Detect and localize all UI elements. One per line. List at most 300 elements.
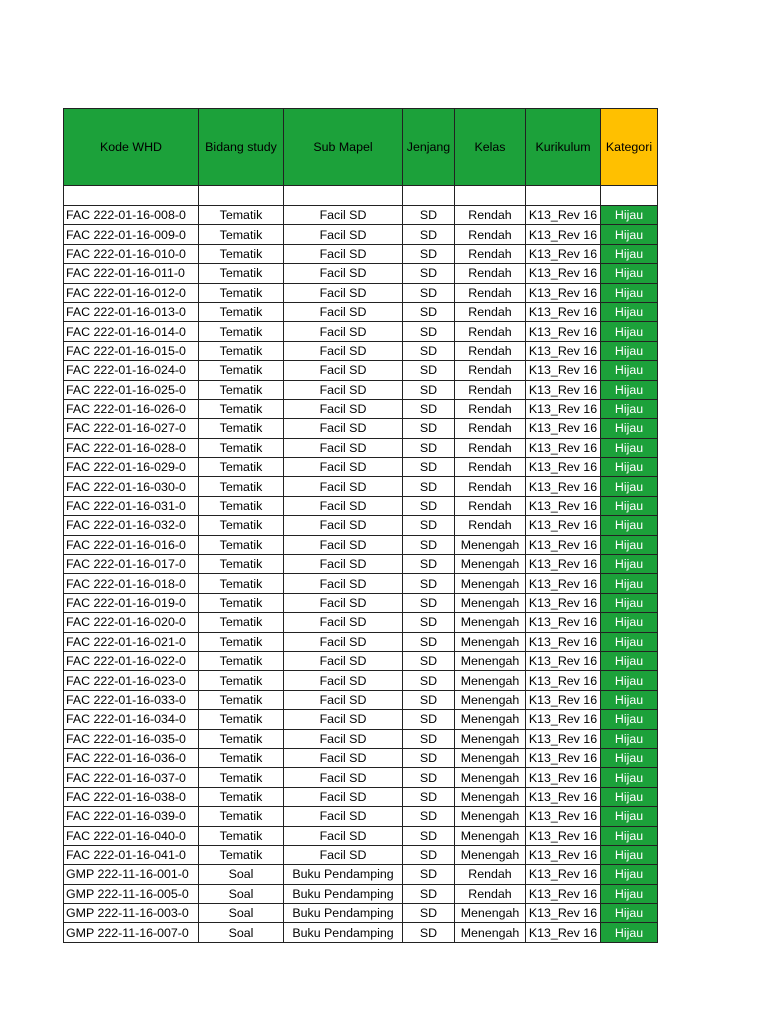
blank-cell	[601, 186, 658, 206]
cell-kategori: Hijau	[601, 555, 658, 574]
cell-jenjang: SD	[403, 380, 455, 399]
cell-kode-whd: FAC 222-01-16-024-0	[64, 361, 199, 380]
cell-sub-mapel: Buku Pendamping	[284, 904, 403, 923]
cell-kelas: Menengah	[455, 845, 526, 864]
table-row	[64, 593, 658, 612]
cell-jenjang: SD	[403, 341, 455, 360]
cell-bidang-study: Tematik	[199, 244, 284, 263]
cell-kategori: Hijau	[601, 225, 658, 244]
cell-kurikulum: K13_Rev 16	[526, 244, 601, 263]
cell-jenjang: SD	[403, 904, 455, 923]
cell-bidang-study: Tematik	[199, 302, 284, 321]
cell-bidang-study: Tematik	[199, 283, 284, 302]
cell-sub-mapel: Facil SD	[284, 768, 403, 787]
table-row	[64, 768, 658, 787]
cell-sub-mapel: Facil SD	[284, 574, 403, 593]
cell-kelas: Rendah	[455, 438, 526, 457]
table-row	[64, 361, 658, 380]
cell-jenjang: SD	[403, 535, 455, 554]
cell-kurikulum: K13_Rev 16	[526, 904, 601, 923]
table-header	[64, 109, 658, 186]
cell-kategori: Hijau	[601, 593, 658, 612]
cell-kategori: Hijau	[601, 651, 658, 670]
cell-kurikulum: K13_Rev 16	[526, 690, 601, 709]
cell-jenjang: SD	[403, 264, 455, 283]
cell-jenjang: SD	[403, 748, 455, 767]
cell-kurikulum: K13_Rev 16	[526, 768, 601, 787]
cell-sub-mapel: Facil SD	[284, 322, 403, 341]
cell-kelas: Rendah	[455, 458, 526, 477]
header-row	[64, 109, 658, 186]
cell-kurikulum: K13_Rev 16	[526, 361, 601, 380]
cell-kategori: Hijau	[601, 419, 658, 438]
cell-kurikulum: K13_Rev 16	[526, 206, 601, 225]
cell-bidang-study: Tematik	[199, 225, 284, 244]
cell-jenjang: SD	[403, 729, 455, 748]
cell-bidang-study: Tematik	[199, 535, 284, 554]
table-row	[64, 787, 658, 806]
cell-sub-mapel: Facil SD	[284, 380, 403, 399]
cell-bidang-study: Tematik	[199, 496, 284, 515]
cell-kategori: Hijau	[601, 458, 658, 477]
cell-sub-mapel: Facil SD	[284, 341, 403, 360]
cell-kode-whd: FAC 222-01-16-015-0	[64, 341, 199, 360]
cell-kurikulum: K13_Rev 16	[526, 729, 601, 748]
blank-cell	[64, 186, 199, 206]
cell-sub-mapel: Facil SD	[284, 748, 403, 767]
table-body	[64, 186, 658, 943]
cell-kurikulum: K13_Rev 16	[526, 555, 601, 574]
cell-kategori: Hijau	[601, 613, 658, 632]
cell-kelas: Menengah	[455, 710, 526, 729]
cell-kode-whd: FAC 222-01-16-013-0	[64, 302, 199, 321]
cell-sub-mapel: Facil SD	[284, 477, 403, 496]
table-row	[64, 884, 658, 903]
cell-kurikulum: K13_Rev 16	[526, 671, 601, 690]
cell-kelas: Rendah	[455, 477, 526, 496]
cell-kelas: Menengah	[455, 826, 526, 845]
cell-kategori: Hijau	[601, 380, 658, 399]
table-row	[64, 477, 658, 496]
table-row	[64, 555, 658, 574]
cell-kurikulum: K13_Rev 16	[526, 399, 601, 418]
cell-jenjang: SD	[403, 845, 455, 864]
cell-kelas: Rendah	[455, 865, 526, 884]
cell-kurikulum: K13_Rev 16	[526, 593, 601, 612]
cell-bidang-study: Tematik	[199, 516, 284, 535]
cell-bidang-study: Soal	[199, 865, 284, 884]
cell-sub-mapel: Facil SD	[284, 206, 403, 225]
cell-sub-mapel: Facil SD	[284, 690, 403, 709]
cell-kurikulum: K13_Rev 16	[526, 535, 601, 554]
cell-kode-whd: FAC 222-01-16-033-0	[64, 690, 199, 709]
cell-bidang-study: Tematik	[199, 341, 284, 360]
cell-kelas: Rendah	[455, 399, 526, 418]
cell-sub-mapel: Facil SD	[284, 613, 403, 632]
cell-kategori: Hijau	[601, 399, 658, 418]
cell-kode-whd: FAC 222-01-16-038-0	[64, 787, 199, 806]
cell-bidang-study: Tematik	[199, 361, 284, 380]
cell-kelas: Rendah	[455, 496, 526, 515]
cell-kode-whd: FAC 222-01-16-034-0	[64, 710, 199, 729]
cell-bidang-study: Tematik	[199, 748, 284, 767]
blank-row	[64, 186, 658, 206]
blank-cell	[403, 186, 455, 206]
cell-bidang-study: Soal	[199, 904, 284, 923]
cell-kelas: Menengah	[455, 768, 526, 787]
cell-kode-whd: FAC 222-01-16-041-0	[64, 845, 199, 864]
cell-kode-whd: FAC 222-01-16-011-0	[64, 264, 199, 283]
cell-jenjang: SD	[403, 690, 455, 709]
table-row	[64, 729, 658, 748]
cell-jenjang: SD	[403, 477, 455, 496]
cell-kategori: Hijau	[601, 787, 658, 806]
blank-cell	[455, 186, 526, 206]
cell-kategori: Hijau	[601, 826, 658, 845]
cell-kelas: Menengah	[455, 632, 526, 651]
cell-bidang-study: Tematik	[199, 651, 284, 670]
cell-kelas: Menengah	[455, 807, 526, 826]
cell-kategori: Hijau	[601, 341, 658, 360]
cell-kode-whd: FAC 222-01-16-037-0	[64, 768, 199, 787]
cell-kode-whd: FAC 222-01-16-014-0	[64, 322, 199, 341]
cell-sub-mapel: Facil SD	[284, 787, 403, 806]
cell-sub-mapel: Facil SD	[284, 593, 403, 612]
cell-sub-mapel: Facil SD	[284, 555, 403, 574]
cell-bidang-study: Tematik	[199, 555, 284, 574]
cell-jenjang: SD	[403, 710, 455, 729]
cell-sub-mapel: Facil SD	[284, 244, 403, 263]
cell-bidang-study: Tematik	[199, 690, 284, 709]
cell-sub-mapel: Facil SD	[284, 807, 403, 826]
cell-kategori: Hijau	[601, 438, 658, 457]
cell-kode-whd: FAC 222-01-16-035-0	[64, 729, 199, 748]
cell-kode-whd: FAC 222-01-16-027-0	[64, 419, 199, 438]
cell-jenjang: SD	[403, 787, 455, 806]
cell-bidang-study: Tematik	[199, 399, 284, 418]
table-row	[64, 671, 658, 690]
cell-kurikulum: K13_Rev 16	[526, 516, 601, 535]
cell-kode-whd: FAC 222-01-16-022-0	[64, 651, 199, 670]
cell-kelas: Rendah	[455, 225, 526, 244]
table-row	[64, 845, 658, 864]
cell-sub-mapel: Facil SD	[284, 845, 403, 864]
cell-kode-whd: GMP 222-11-16-005-0	[64, 884, 199, 903]
cell-jenjang: SD	[403, 632, 455, 651]
cell-kode-whd: FAC 222-01-16-030-0	[64, 477, 199, 496]
cell-jenjang: SD	[403, 923, 455, 942]
table-row	[64, 865, 658, 884]
cell-jenjang: SD	[403, 884, 455, 903]
cell-sub-mapel: Facil SD	[284, 651, 403, 670]
cell-bidang-study: Tematik	[199, 729, 284, 748]
cell-sub-mapel: Facil SD	[284, 632, 403, 651]
header-kelas: Kelas	[455, 109, 526, 186]
cell-jenjang: SD	[403, 244, 455, 263]
cell-kelas: Rendah	[455, 302, 526, 321]
cell-kelas: Menengah	[455, 904, 526, 923]
table-row	[64, 826, 658, 845]
cell-sub-mapel: Facil SD	[284, 399, 403, 418]
cell-jenjang: SD	[403, 613, 455, 632]
cell-jenjang: SD	[403, 283, 455, 302]
cell-sub-mapel: Buku Pendamping	[284, 865, 403, 884]
table-row	[64, 632, 658, 651]
header-kode-whd: Kode WHD	[64, 109, 199, 186]
table-row	[64, 322, 658, 341]
cell-bidang-study: Tematik	[199, 671, 284, 690]
cell-kelas: Menengah	[455, 690, 526, 709]
cell-jenjang: SD	[403, 496, 455, 515]
cell-jenjang: SD	[403, 651, 455, 670]
table-row	[64, 283, 658, 302]
cell-kode-whd: FAC 222-01-16-023-0	[64, 671, 199, 690]
table-row	[64, 302, 658, 321]
cell-bidang-study: Tematik	[199, 438, 284, 457]
cell-bidang-study: Tematik	[199, 380, 284, 399]
table-row	[64, 458, 658, 477]
cell-sub-mapel: Facil SD	[284, 283, 403, 302]
table-row	[64, 535, 658, 554]
cell-kurikulum: K13_Rev 16	[526, 923, 601, 942]
cell-kategori: Hijau	[601, 845, 658, 864]
cell-kategori: Hijau	[601, 206, 658, 225]
cell-kategori: Hijau	[601, 283, 658, 302]
cell-sub-mapel: Facil SD	[284, 826, 403, 845]
cell-jenjang: SD	[403, 399, 455, 418]
cell-bidang-study: Tematik	[199, 632, 284, 651]
cell-sub-mapel: Facil SD	[284, 458, 403, 477]
cell-kurikulum: K13_Rev 16	[526, 302, 601, 321]
cell-bidang-study: Tematik	[199, 710, 284, 729]
cell-kurikulum: K13_Rev 16	[526, 458, 601, 477]
blank-cell	[284, 186, 403, 206]
cell-kelas: Rendah	[455, 283, 526, 302]
cell-kode-whd: FAC 222-01-16-018-0	[64, 574, 199, 593]
table-row	[64, 748, 658, 767]
cell-kurikulum: K13_Rev 16	[526, 225, 601, 244]
cell-kurikulum: K13_Rev 16	[526, 380, 601, 399]
cell-kurikulum: K13_Rev 16	[526, 496, 601, 515]
cell-kelas: Menengah	[455, 651, 526, 670]
cell-kurikulum: K13_Rev 16	[526, 613, 601, 632]
cell-jenjang: SD	[403, 826, 455, 845]
cell-bidang-study: Tematik	[199, 322, 284, 341]
cell-kurikulum: K13_Rev 16	[526, 651, 601, 670]
cell-kode-whd: FAC 222-01-16-017-0	[64, 555, 199, 574]
cell-kode-whd: FAC 222-01-16-020-0	[64, 613, 199, 632]
cell-kurikulum: K13_Rev 16	[526, 419, 601, 438]
cell-kelas: Menengah	[455, 574, 526, 593]
data-table	[63, 108, 658, 943]
cell-kode-whd: FAC 222-01-16-032-0	[64, 516, 199, 535]
cell-kategori: Hijau	[601, 671, 658, 690]
table-row	[64, 341, 658, 360]
cell-kategori: Hijau	[601, 477, 658, 496]
cell-kategori: Hijau	[601, 632, 658, 651]
cell-kode-whd: FAC 222-01-16-039-0	[64, 807, 199, 826]
cell-bidang-study: Tematik	[199, 826, 284, 845]
cell-kurikulum: K13_Rev 16	[526, 748, 601, 767]
blank-cell	[199, 186, 284, 206]
cell-jenjang: SD	[403, 361, 455, 380]
cell-kategori: Hijau	[601, 748, 658, 767]
cell-kode-whd: FAC 222-01-16-025-0	[64, 380, 199, 399]
cell-kode-whd: FAC 222-01-16-029-0	[64, 458, 199, 477]
cell-kelas: Menengah	[455, 535, 526, 554]
cell-kategori: Hijau	[601, 574, 658, 593]
cell-kode-whd: FAC 222-01-16-026-0	[64, 399, 199, 418]
cell-kurikulum: K13_Rev 16	[526, 477, 601, 496]
cell-sub-mapel: Facil SD	[284, 671, 403, 690]
cell-bidang-study: Tematik	[199, 264, 284, 283]
table-row	[64, 399, 658, 418]
cell-kategori: Hijau	[601, 865, 658, 884]
cell-kelas: Rendah	[455, 322, 526, 341]
cell-kelas: Rendah	[455, 206, 526, 225]
cell-bidang-study: Tematik	[199, 206, 284, 225]
cell-kelas: Rendah	[455, 380, 526, 399]
cell-sub-mapel: Facil SD	[284, 729, 403, 748]
cell-kelas: Menengah	[455, 671, 526, 690]
cell-kode-whd: FAC 222-01-16-028-0	[64, 438, 199, 457]
cell-kelas: Rendah	[455, 419, 526, 438]
header-kategori: Kategori	[601, 109, 658, 186]
cell-kelas: Menengah	[455, 555, 526, 574]
cell-sub-mapel: Facil SD	[284, 419, 403, 438]
cell-bidang-study: Tematik	[199, 768, 284, 787]
cell-kurikulum: K13_Rev 16	[526, 787, 601, 806]
cell-kurikulum: K13_Rev 16	[526, 845, 601, 864]
table-row	[64, 807, 658, 826]
table-row	[64, 923, 658, 942]
cell-bidang-study: Tematik	[199, 845, 284, 864]
table-row	[64, 264, 658, 283]
cell-bidang-study: Tematik	[199, 419, 284, 438]
table-row	[64, 419, 658, 438]
table-row	[64, 438, 658, 457]
cell-sub-mapel: Buku Pendamping	[284, 884, 403, 903]
cell-jenjang: SD	[403, 302, 455, 321]
cell-kategori: Hijau	[601, 807, 658, 826]
blank-cell	[526, 186, 601, 206]
table-row	[64, 496, 658, 515]
table-row	[64, 244, 658, 263]
cell-sub-mapel: Facil SD	[284, 516, 403, 535]
cell-jenjang: SD	[403, 574, 455, 593]
cell-kategori: Hijau	[601, 516, 658, 535]
cell-jenjang: SD	[403, 322, 455, 341]
cell-bidang-study: Tematik	[199, 458, 284, 477]
table-row	[64, 904, 658, 923]
cell-kategori: Hijau	[601, 904, 658, 923]
cell-kode-whd: GMP 222-11-16-007-0	[64, 923, 199, 942]
cell-kategori: Hijau	[601, 244, 658, 263]
cell-kode-whd: GMP 222-11-16-003-0	[64, 904, 199, 923]
cell-sub-mapel: Facil SD	[284, 264, 403, 283]
cell-kurikulum: K13_Rev 16	[526, 807, 601, 826]
cell-bidang-study: Tematik	[199, 807, 284, 826]
cell-kelas: Rendah	[455, 516, 526, 535]
cell-kelas: Rendah	[455, 884, 526, 903]
cell-sub-mapel: Facil SD	[284, 302, 403, 321]
table-row	[64, 206, 658, 225]
cell-kurikulum: K13_Rev 16	[526, 884, 601, 903]
cell-kategori: Hijau	[601, 535, 658, 554]
cell-sub-mapel: Facil SD	[284, 225, 403, 244]
cell-jenjang: SD	[403, 555, 455, 574]
cell-kelas: Rendah	[455, 244, 526, 263]
cell-kurikulum: K13_Rev 16	[526, 283, 601, 302]
cell-bidang-study: Soal	[199, 923, 284, 942]
cell-kurikulum: K13_Rev 16	[526, 341, 601, 360]
cell-kurikulum: K13_Rev 16	[526, 574, 601, 593]
cell-jenjang: SD	[403, 768, 455, 787]
cell-kode-whd: FAC 222-01-16-009-0	[64, 225, 199, 244]
cell-kategori: Hijau	[601, 729, 658, 748]
table-row	[64, 710, 658, 729]
cell-kode-whd: FAC 222-01-16-019-0	[64, 593, 199, 612]
cell-kode-whd: FAC 222-01-16-036-0	[64, 748, 199, 767]
cell-kelas: Menengah	[455, 787, 526, 806]
cell-jenjang: SD	[403, 516, 455, 535]
cell-kode-whd: FAC 222-01-16-040-0	[64, 826, 199, 845]
table-row	[64, 516, 658, 535]
cell-bidang-study: Tematik	[199, 477, 284, 496]
table-row	[64, 690, 658, 709]
cell-kelas: Menengah	[455, 729, 526, 748]
header-jenjang: Jenjang	[403, 109, 455, 186]
cell-jenjang: SD	[403, 438, 455, 457]
cell-jenjang: SD	[403, 671, 455, 690]
cell-kategori: Hijau	[601, 923, 658, 942]
cell-kode-whd: FAC 222-01-16-010-0	[64, 244, 199, 263]
table-row	[64, 574, 658, 593]
cell-kelas: Rendah	[455, 341, 526, 360]
cell-kelas: Menengah	[455, 748, 526, 767]
cell-jenjang: SD	[403, 865, 455, 884]
cell-kurikulum: K13_Rev 16	[526, 264, 601, 283]
cell-kode-whd: FAC 222-01-16-008-0	[64, 206, 199, 225]
cell-kategori: Hijau	[601, 322, 658, 341]
cell-kelas: Menengah	[455, 923, 526, 942]
cell-kurikulum: K13_Rev 16	[526, 322, 601, 341]
cell-jenjang: SD	[403, 225, 455, 244]
cell-kategori: Hijau	[601, 768, 658, 787]
cell-bidang-study: Tematik	[199, 574, 284, 593]
table-row	[64, 225, 658, 244]
cell-kode-whd: FAC 222-01-16-031-0	[64, 496, 199, 515]
cell-kategori: Hijau	[601, 884, 658, 903]
cell-kategori: Hijau	[601, 710, 658, 729]
cell-kelas: Menengah	[455, 613, 526, 632]
cell-jenjang: SD	[403, 419, 455, 438]
cell-sub-mapel: Facil SD	[284, 438, 403, 457]
cell-kelas: Rendah	[455, 361, 526, 380]
header-bidang-study: Bidang study	[199, 109, 284, 186]
cell-kelas: Menengah	[455, 593, 526, 612]
cell-bidang-study: Tematik	[199, 593, 284, 612]
cell-kurikulum: K13_Rev 16	[526, 710, 601, 729]
cell-jenjang: SD	[403, 807, 455, 826]
table-row	[64, 613, 658, 632]
header-sub-mapel: Sub Mapel	[284, 109, 403, 186]
table-row	[64, 651, 658, 670]
cell-kode-whd: GMP 222-11-16-001-0	[64, 865, 199, 884]
cell-jenjang: SD	[403, 458, 455, 477]
cell-bidang-study: Tematik	[199, 787, 284, 806]
cell-kategori: Hijau	[601, 361, 658, 380]
